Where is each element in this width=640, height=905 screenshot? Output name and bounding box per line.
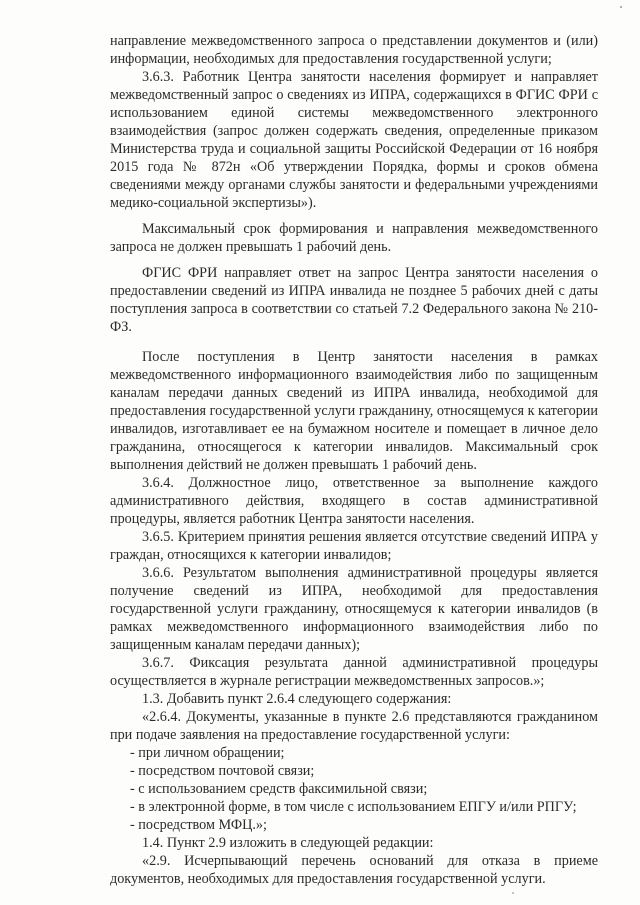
list-item-personal: - при личном обращении;: [130, 745, 285, 761]
paragraph-continuation: направление межведомственного запроса о представлении документов и (или) информации, необходимых для предоставления государственной услуги;: [110, 33, 598, 67]
paragraph-3-6-3: 3.6.3. Работник Центра занятости населения формирует и направляет межведомственный запрос о сведениях из ИПРА, содержащихся в ФГИС ФРИ с использованием единой системы межведомственного электронного взаимодействия (запрос должен содержать сведения, определенные приказом Министерства труда и социальной защиты Российской Федерации от 16 ноября 2015 года № 872н «Об утверждении Порядка, формы и сроков обмена сведениями между органами службы занятости и федеральными учреждениями медико-социальной экспертизы»).: [110, 69, 598, 211]
list-item-electronic: - в электронной форме, в том числе с использованием ЕПГУ и/или РПГУ;: [130, 799, 577, 815]
paragraph-after-receipt: После поступления в Центр занятости населения в рамках межведомственного информационного взаимодействия либо по защищенным каналам передачи данных сведений из ИПРА инвалида, необходимой для предоставления государственной услуги гражданину, относящемуся к категории инвалидов, изготавливает ее на бумажном носителе и помещает в личное дело гражданина, относящегося к категории инвалидов. Максимальный срок выполнения действий не должен превышать 1 рабочий день.: [110, 349, 598, 473]
scan-mark: [620, 6, 622, 8]
paragraph-max-term-request: Максимальный срок формирования и направления межведомственного запроса не должен превышать 1 рабочий день.: [110, 221, 598, 255]
paragraph-3-6-5: 3.6.5. Критерием принятия решения является отсутствие сведений ИПРА у граждан, относящихся к категории инвалидов;: [110, 529, 598, 563]
list-item-post: - посредством почтовой связи;: [130, 763, 315, 779]
paragraph-1-4: 1.4. Пункт 2.9 изложить в следующей редакции:: [142, 835, 434, 851]
scan-speck: [512, 892, 514, 894]
paragraph-2-6-4: «2.6.4. Документы, указанные в пункте 2.6 представляются гражданином при подаче заявления на предоставление государственной услуги:: [110, 709, 598, 743]
list-item-mfc: - посредством МФЦ.»;: [130, 817, 267, 833]
list-item-fax: - с использованием средств факсимильной связи;: [130, 781, 428, 797]
paragraph-2-9: «2.9. Исчерпывающий перечень оснований для отказа в приеме документов, необходимых для предоставления государственной услуги.: [110, 853, 598, 887]
paragraph-3-6-4: 3.6.4. Должностное лицо, ответственное за выполнение каждого административного действия, входящего в состав административной процедуры, является работник Центра занятости населения.: [110, 475, 598, 527]
paragraph-fgis-response: ФГИС ФРИ направляет ответ на запрос Центра занятости населения о предоставлении сведений из ИПРА инвалида не позднее 5 рабочих дней с даты поступления запроса в соответствии со статьей 7.2 Федерального закона № 210-ФЗ.: [110, 265, 598, 335]
paragraph-3-6-6: 3.6.6. Результатом выполнения административной процедуры является получение сведений из ИПРА, необходимой для предоставления государственной услуги гражданину, относящемуся к категории инвалидов (в рамках межведомственного информационного взаимодействия либо по защищенным каналам передачи данных);: [110, 565, 598, 653]
paragraph-1-3: 1.3. Добавить пункт 2.6.4 следующего содержания:: [142, 691, 452, 707]
document-body: [110, 32, 598, 888]
paragraph-3-6-7: 3.6.7. Фиксация результата данной административной процедуры осуществляется в журнале регистрации межведомственных запросов.»;: [110, 655, 598, 689]
